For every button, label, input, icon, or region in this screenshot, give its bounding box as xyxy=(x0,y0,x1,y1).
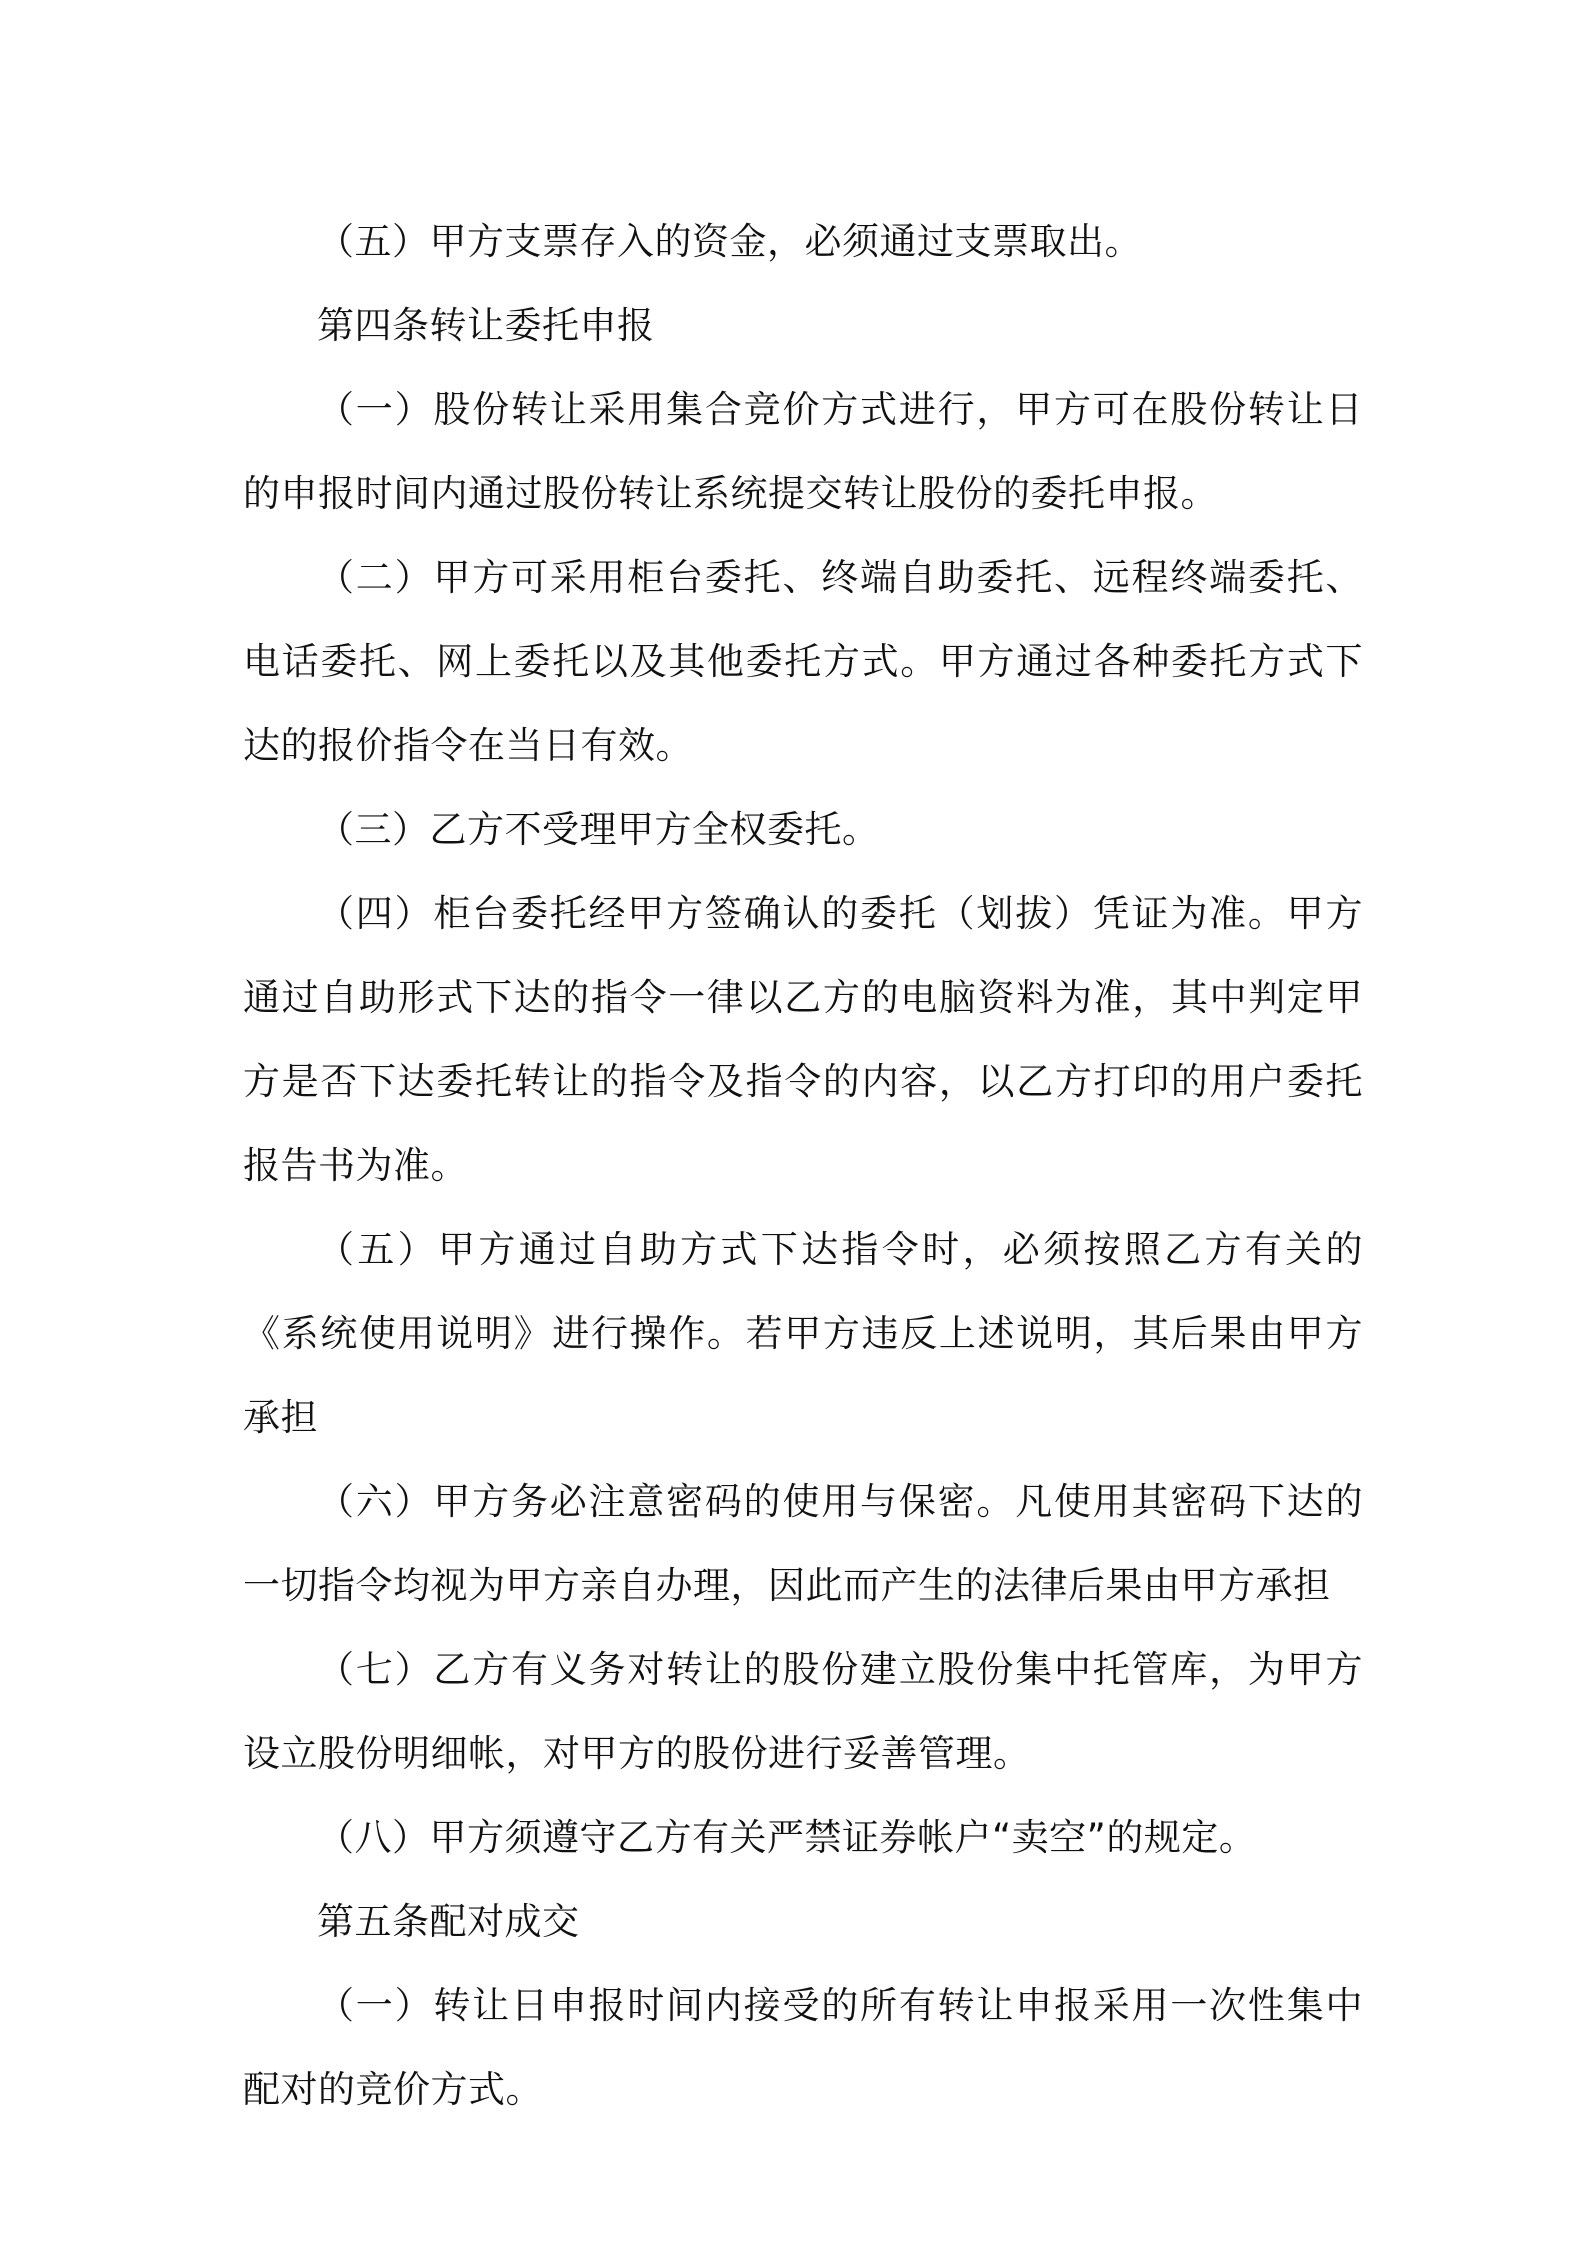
heading-article-4: 第四条转让委托申报 xyxy=(317,304,655,347)
paragraph-article-4-7: （七）乙方有义务对转让的股份建立股份集中托管库，为甲方设立股份明细帐，对甲方的股份进行妥善管理。 xyxy=(243,1648,1363,1775)
paragraph-article-4-8: （八）甲方须遵守乙方有关严禁证券帐户“卖空”的规定。 xyxy=(317,1816,1257,1859)
paragraph-article-4-4: （四）柜台委托经甲方签确认的委托（划拔）凭证为准。甲方通过自助形式下达的指令一律以乙方的电脑资料为准，其中判定甲方是否下达委托转让的指令及指令的内容，以乙方打印的用户委托报告书为准。 xyxy=(243,892,1363,1187)
document-body xyxy=(243,200,1363,2132)
paragraph-article-4-2: （二）甲方可采用柜台委托、终端自助委托、远程终端委托、电话委托、网上委托以及其他委托方式。甲方通过各种委托方式下达的报价指令在当日有效。 xyxy=(243,556,1363,767)
paragraph-clause-3-5: （五）甲方支票存入的资金，必须通过支票取出。 xyxy=(317,220,1142,263)
paragraph-article-4-3: （三）乙方不受理甲方全权委托。 xyxy=(317,808,880,851)
paragraph-article-4-1: （一）股份转让采用集合竞价方式进行，甲方可在股份转让日的申报时间内通过股份转让系统提交转让股份的委托申报。 xyxy=(243,388,1363,515)
heading-article-5: 第五条配对成交 xyxy=(317,1900,580,1943)
paragraph-article-5-1: （一）转让日申报时间内接受的所有转让申报采用一次性集中配对的竞价方式。 xyxy=(243,1984,1363,2111)
paragraph-article-4-5: （五）甲方通过自助方式下达指令时，必须按照乙方有关的《系统使用说明》进行操作。若甲方违反上述说明，其后果由甲方承担 xyxy=(243,1228,1363,1439)
paragraph-article-4-6: （六）甲方务必注意密码的使用与保密。凡使用其密码下达的一切指令均视为甲方亲自办理，因此而产生的法律后果由甲方承担 xyxy=(243,1480,1363,1607)
